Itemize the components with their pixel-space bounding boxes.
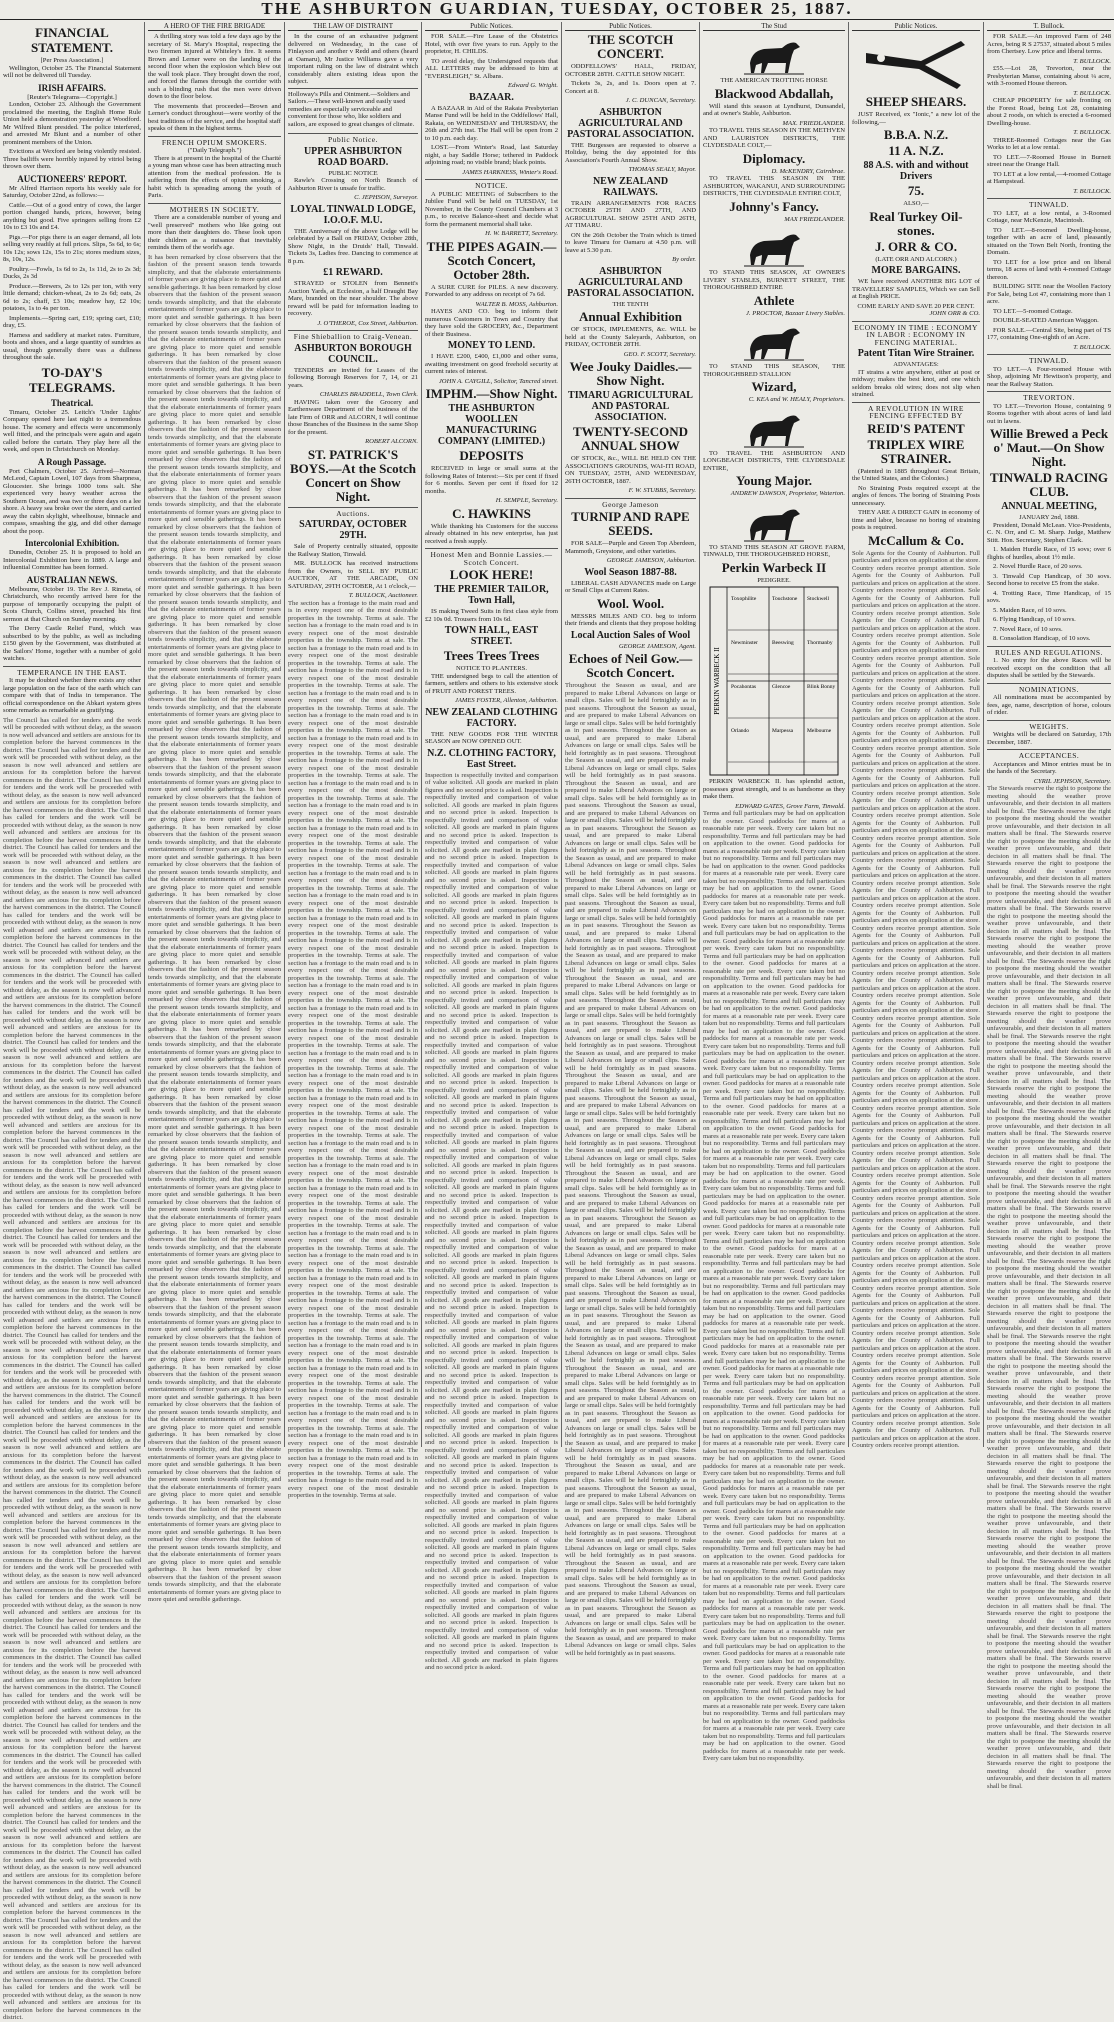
advert-headline: Diplomacy.	[742, 150, 806, 166]
article-headline: AUCTIONEERS' REPORT.	[17, 173, 127, 184]
advert-subhead: NEW ZEALAND CLOTHING FACTORY.	[425, 706, 558, 729]
advert-subhead: MORE BARGAINS.	[871, 265, 961, 276]
signature-line: EDWARD GATES, Grove Farm, Tinwald.	[735, 802, 845, 810]
article-paragraph: 5. Maiden Race, of 10 sovs.	[993, 606, 1067, 614]
centered-line: NOTICE TO PLANTERS.	[455, 665, 527, 672]
signature-line: GEORGE JAMESON, Ashburton.	[606, 557, 696, 564]
signature-line: WALTER B. MOSS, Ashburton.	[475, 300, 558, 308]
article-paragraph: A SURE CURE for PILES. A new discovery. Forwarded to any address on receipt of 7s 6d.	[425, 283, 558, 298]
article-paragraph: TO STAND THIS SEASON, THE THOROUGHBRED STALLION	[703, 363, 845, 378]
column-header: Public Notices.	[425, 22, 558, 31]
signature-line: D. McKENDRY, Cairnbrae.	[771, 167, 845, 175]
advert-headline: 75.	[907, 183, 925, 198]
advert-headline: J. ORR & CO.	[875, 238, 957, 254]
centered-line: COME EARLY AND SAVE 20 PER CENT.	[857, 302, 975, 310]
centered-line: ADVANTAGES:	[893, 361, 939, 368]
advert-headline: Willie Brewed a Peck o' Maut.—On Show Night.	[989, 426, 1109, 469]
column-header: Public Notices.	[852, 22, 980, 31]
signature-line: JOHN A. CAYGILL, Solicitor, Tancred street.	[438, 377, 558, 385]
article-paragraph: Poultry.—Fowls, 1s 6d to 2s, 1s 11d, 2s to 2s 3d; Ducks, 2s 3d	[3, 265, 141, 280]
article-paragraph: Sale of Property centrally situated, opposite the Railway Station, Tinwald.	[288, 543, 418, 558]
pedigree-entry: Thormanby	[807, 640, 833, 646]
article-paragraph: No Straining Posts required except at the angles of fences. The boring of Straining Posts unnecessary.	[852, 484, 980, 507]
pedigree-entry: Melbourne	[807, 728, 832, 734]
advert-headline: 11 A. N.Z.	[888, 143, 944, 158]
column-6	[700, 22, 849, 1762]
article-paragraph: Harness and saddlery at market rates. Furniture, boots and shoes, and a large quantity of sundries as usual, though generally there was a dullness throughout the sale.	[3, 331, 141, 361]
pedigree-entry: Marpessa	[772, 728, 794, 734]
article-paragraph: TO LET.—A Four-roomed House with Shop, adjoining Mr Hewitson's property, and near the Railway Station.	[987, 365, 1111, 388]
section-subhead: ECONOMY IN TIME : ECONOMY IN LABOR : ECONOMY IN FENCING MATERIAL.	[852, 321, 980, 347]
section-subhead: George Jameson	[565, 498, 696, 509]
column-2	[145, 22, 285, 1603]
centered-line: (LATE ORR AND ALCORN.)	[875, 255, 957, 263]
article-paragraph: IS making Tweed Suits in first class style from £2 10s 0d. Trousers from 10s 6d.	[425, 608, 558, 623]
advert-subhead: THE PREMIER TAILOR, Town Hall,	[434, 584, 549, 606]
advert-headline: TRIPLEX WIRE STRAINER.	[867, 436, 965, 466]
section-subhead: NOMINATIONS.	[987, 683, 1111, 694]
article-paragraph: Evictions at Wexford are being violently resisted. Three bailiffs were horribly injured by vitriol being thrown over them.	[3, 148, 141, 170]
article-paragraph: MR. BULLOCK has received instructions from the Owners, to SELL BY PUBLIC AUCTION, AT THE ARCADE, ON SATURDAY, 29TH OCTOBER, At 1 o'clock,—	[288, 560, 418, 590]
advert-subhead: ANNUAL MEETING,	[1001, 501, 1097, 512]
article-paragraph: 1. No entry for the above Races will be received except on the condition that all disputes shall be settled by the Stewards.	[987, 657, 1111, 679]
advert-subhead: LOYAL TINWALD LODGE, I.O.O.F. M.U.	[290, 203, 416, 226]
article-paragraph: THE NEW GOODS FOR THE WINTER SEASON are NOW OPENED OUT.	[425, 730, 558, 745]
signature-line: By order.	[672, 256, 696, 263]
advert-subhead: MONEY TO LEND.	[447, 340, 536, 351]
advert-headline: IMPHM.—Show Night.	[425, 386, 558, 401]
advert-headline: TWENTY-SECOND ANNUAL SHOW	[572, 424, 689, 453]
article-paragraph: In the course of an exhaustive judgment delivered on Wednesday, in the case of Finlayson and another v Redd and others (heard at Oamaru), Mr Justice Williams gave a very important ruling on the law of distraint which considerably alters existing ideas upon the subject.	[288, 33, 418, 85]
signature-line: MAX. FRIEDLANDER.	[782, 119, 845, 127]
article-headline: Intercolonial Exhibition.	[24, 538, 120, 548]
signature-line: J. C. DUNCAN, Secretary.	[625, 97, 696, 104]
article-paragraph: THREE-Roomed Cottages near the Gas Works to let at a low rental.	[987, 136, 1111, 151]
article-paragraph: TO LET for a low price and on liberal terms, 18 acres of land with 4-roomed Cottage thereon.	[987, 258, 1111, 281]
section-subhead: TINWALD.	[987, 354, 1111, 365]
article-paragraph: While thanking his Customers for the success already obtained in his new enterprise, has just received a fresh supply.	[425, 522, 558, 545]
advert-headline: Real Turkey Oil-stones.	[869, 208, 963, 238]
advert-headline: REID'S PATENT	[867, 420, 965, 436]
article-paragraph: TO TRAVEL THIS SEASON IN THE ASHBURTON, WAKANUI, AND SURROUNDING DISTRICTS, THE CLYDESDALE ENTIRE COLT,	[703, 175, 845, 197]
article-paragraph: TO TRAVEL THE ASHBURTON AND LONGBEACH DISTRICTS, THE CLYDESDALE ENTIRE,	[703, 449, 845, 472]
section-subhead: TINWALD.	[987, 198, 1111, 209]
article-paragraph: TO LET.—5-roomed Cottage.	[993, 307, 1073, 315]
article-paragraph: PERKIN WARBECK II. has splendid action, possesses great strength, and is as handsome as they make them.	[703, 778, 845, 800]
section-subhead: MOTHERS IN SOCIETY.	[148, 203, 281, 214]
article-paragraph: THE Anniversary of the above Lodge will be celebrated by a Ball on FRIDAY, October 28th, Show Night, in the Druids' Hall, Tinwald. Tickets 3s, Ladies free. Dancing to commence at 8 p.m.	[288, 227, 418, 265]
article-paragraph: 8. Consolation Handicap, of 10 sovs.	[993, 635, 1091, 642]
section-subhead: RULES AND REGULATIONS.	[987, 646, 1111, 657]
article-paragraph: TO LET.—Trevorton House, containing 9 Rooms together with about acres of land laid out in lawns.	[987, 402, 1111, 425]
column-3	[285, 22, 422, 1499]
article-paragraph: 4. Trotting Race, Time Handicap, of 15 sovs.	[987, 589, 1111, 604]
centered-line: THE AMERICAN TROTTING HORSE	[720, 77, 828, 84]
article-paragraph: London, October 23. Although the Government proclaimed the meeting, the English Home Rule Union held a demonstration yesterday at Woodford. Mr Wilfred Blunt presided. The police interfered, and arrested Mr Blunt and a number of other prominent members of the Union.	[3, 101, 141, 146]
signature-line: MAX FRIEDLANDER.	[784, 215, 845, 223]
article-paragraph: There is at present in the hospital of the Charité a young man whose case has been attracting much attention from the medical profession. He is suffering from the effects of opium smoking, a habit which is spreading among the youth of Paris.	[148, 154, 281, 199]
article-paragraph: TO LET.—7-Roomed House in Burnett street near the Orange Hall.	[987, 153, 1111, 168]
advert-subhead: SATURDAY, OCTOBER 29TH.	[299, 519, 407, 541]
column-1	[0, 22, 145, 2021]
advert-subhead: Local Auction Sales of Wool	[570, 629, 691, 641]
article-paragraph: Implements.—Spring cart, £19; spring cart, £10; dray, £5.	[3, 314, 141, 329]
article-paragraph: (Patented in 1885 throughout Great Britain, the United States, and the Colonies.)	[852, 467, 980, 482]
advert-headline: TURNIP AND RAPE SEEDS.	[571, 509, 690, 538]
column-5	[562, 22, 700, 1657]
advert-headline: THE SCOTCH CONCERT.	[587, 32, 674, 61]
article-paragraph: Weights will be declared on Saturday, 17th December, 1887.	[987, 731, 1111, 746]
signature-line: T. BULLOCK.	[1073, 57, 1111, 65]
article-paragraph: HAVING taken over the Grocery and Earthenware Department of the business of the late Firm of ORR and ALCORN, I will continue those Branches of the Business in the same Shop for the present.	[288, 398, 418, 436]
advert-headline: Athlete	[753, 292, 795, 308]
article-paragraph: TENDERS are invited for Leases of the following Borough Reserves for 7, 14, or 21 years.	[288, 366, 418, 389]
advert-headline: SHEEP SHEARS.	[865, 94, 967, 109]
centered-line: [Reuter's Telegrams—Copyright.]	[27, 93, 117, 101]
section-subhead: TEMPERANCE IN THE EAST.	[3, 666, 141, 677]
advert-headline: Annual Exhibition	[579, 309, 682, 324]
advert-subhead: N.Z. CLOTHING FACTORY, East Street.	[427, 747, 556, 770]
signature-line: JAMES FOSTER, Allenton, Ashburton.	[454, 697, 558, 704]
horse-illustration-icon	[703, 33, 845, 75]
shears-illustration-icon	[852, 33, 980, 93]
signature-line: Edward G. Wright.	[508, 82, 558, 89]
article-paragraph: TO STAND THIS SEASON AT GROVE FARM, TINWALD, THE THOROUGHBRED HORSE,	[703, 543, 845, 558]
article-paragraph: 7. Novel Race, of 10 sovs.	[993, 625, 1063, 633]
article-paragraph: Cattle.—Out of a good entry of cows, the larger portion changed hands, prices, however, being anything but good. Five springers selling from £2 10s to £3 10s and £4.	[3, 201, 141, 231]
section-subhead: FRENCH OPIUM SMOKERS.	[148, 136, 281, 147]
article-paragraph: I HAVE £200, £400, £1,000 and other sums, awaiting investment on good freehold security at current rates of interest.	[425, 353, 558, 375]
signature-line: ANDREW DAWSON, Proprietor, Waterton.	[730, 490, 845, 497]
column-4	[422, 22, 562, 1671]
column-filler-text: Inspection is respectfully invited and comparison of value solicited. All goods are marked in plain figures and no second price is asked. Inspection is respectfully invited and comparison of value solicited. All goods are marked in plain figures and no second price is asked. Inspection is respectfully invited and comparison of value solicited. All goods are marked in plain figures and no second price is asked. Inspection is respectfully invited and comparison of value solicited. All goods are marked in plain figures and no second price is asked. Inspection is respectfully invited and comparison of value solicited. All goods are marked in plain figures and no second price is asked. Inspection is respectfully invited and comparison of value solicited. All goods are marked in plain figures and no second price is asked. Inspection is respectfully invited and comparison of value solicited. All goods are marked in plain figures and no second price is asked. Inspection is respectfully invited and comparison of value solicited. All goods are marked in plain figures and no second price is asked. Inspection is respectfully invited and comparison of value solicited. All goods are marked in plain figures and no second price is asked. Inspection is respectfully invited and comparison of value solicited. All goods are marked in plain figures and no second price is asked. Inspection is respectfully invited and comparison of value solicited. All goods are marked in plain figures and no second price is asked. Inspection is respectfully invited and comparison of value solicited. All goods are marked in plain figures and no second price is asked. Inspection is respectfully invited and comparison of value solicited. All goods are marked in plain figures and no second price is asked. Inspection is respectfully invited and comparison of value solicited. All goods are marked in plain figures and no second price is asked. Inspection is respectfully invited and comparison of value solicited. All goods are marked in plain figures and no second price is asked. Inspection is respectfully invited and comparison of value solicited. All goods are marked in plain figures and no second price is asked. Inspection is respectfully invited and comparison of value solicited. All goods are marked in plain figures and no second price is asked. Inspection is respectfully invited and comparison of value solicited. All goods are marked in plain figures and no second price is asked. Inspection is respectfully invited and comparison of value solicited. All goods are marked in plain figures and no second price is asked. Inspection is respectfully invited and comparison of value solicited. All goods are marked in plain figures and no second price is asked. Inspection is respectfully invited and comparison of value solicited. All goods are marked in plain figures and no second price is asked. Inspection is respectfully invited and comparison of value solicited. All goods are marked in plain figures and no second price is asked. Inspection is respectfully invited and comparison of value solicited. All goods are marked in plain figures and no second price is asked. Inspection is respectfully invited and comparison of value solicited. All goods are marked in plain figures and no second price is asked. Inspection is respectfully invited and comparison of value solicited. All goods are marked in plain figures and no second price is asked. Inspection is respectfully invited and comparison of value solicited. All goods are marked in plain figures and no second price is asked. Inspection is respectfully invited and comparison of value solicited. All goods are marked in plain figures and no second price is asked. Inspection is respectfully invited and comparison of value solicited. All goods are marked in plain figures and no second price is asked. Inspection is respectfully invited and comparison of value solicited. All goods are marked in plain figures and no second price is asked. Inspection is respectfully invited and comparison of value solicited. All goods are marked in plain figures and no second price is asked. Inspection is respectfully invited and comparison of value solicited. All goods are marked in plain figures and no second price is asked. Inspection is respectfully invited and comparison of value solicited. All goods are marked in plain figures and no second price is asked. Inspection is respectfully invited and comparison of value solicited. All goods are marked in plain figures and no second price is asked. Inspection is respectfully invited and comparison of value solicited. All goods are marked in plain figures and no second price is asked. Inspection is respectfully invited and comparison of value solicited. All goods are marked in plain figures and no second price is asked. Inspection is respectfully invited and comparison of value solicited. All goods are marked in plain figures and no second price is asked. Inspection is respectfully invited and comparison of value solicited. All goods are marked in plain figures and no second price is asked. Inspection is respectfully invited and comparison of value solicited. All goods are marked in plain figures and no second price is asked. Inspection is respectfully invited and comparison of value solicited. All goods are marked in plain figures and no second price is asked. Inspection is respectfully invited and comparison of value solicited. All goods are marked in plain figures and no second price is asked.	[425, 771, 558, 1671]
advert-headline: McCallum & Co.	[868, 532, 964, 548]
article-paragraph: TO avoid delay, the Undersigned requests that ALL LETTERS may be addressed to him at "EVERSLEIGH," St. Albans.	[425, 57, 558, 80]
article-paragraph: A PUBLIC MEETING of Subscribers to the Jubilee Fund will be held on TUESDAY, 1st November, in the County Council Chambers at 3 p.m., to receive Balance-sheet and decide what form the permanent memorial shall take.	[425, 190, 558, 228]
article-paragraph: STRAYED or STOLEN from Bennett's Auction Yards, at Ecclesion, a half Draught Bay Mare, branded on the near shoulder. The above reward will be paid for information leading to recovery.	[288, 280, 418, 317]
article-paragraph: Wellington, October 25. The Financial Statement will not be delivered till Tuesday.	[3, 64, 141, 79]
section-subhead: TREVORTON.	[987, 391, 1111, 402]
horse-illustration-icon	[703, 225, 845, 267]
signature-line: T. BULLOCK, Auctioneer.	[348, 592, 418, 599]
advert-headline: THE PIPES AGAIN.—Scotch Concert, October 28th.	[426, 238, 557, 282]
article-paragraph: All nominations must be accompanied by fees, age, name, description of horse, colours of rider.	[987, 694, 1111, 716]
article-paragraph: CHEAP PROPERTY for sale fronting on the Forest Road, being Lot 28, containing about 2 roods, on which is erected a 6-roomed Dwelling-house.	[987, 97, 1111, 127]
article-paragraph: Tickets 3s, 2s, and 1s. Doors open at 7. Concert at 8.	[565, 80, 696, 95]
signature-line: T. BULLOCK.	[1073, 343, 1111, 351]
article-paragraph: TO LET.—8-roomed Dwelling-house, together with an acre of land, pleasantly situated on the Town Belt North, fronting the Domain.	[987, 226, 1111, 256]
centered-line: ALSO,—	[903, 200, 929, 207]
article-paragraph: 2. Novel Hurdle Race, of 20 sovs.	[993, 563, 1083, 570]
article-paragraph: TO LET at a low rental,—4-roomed Cottage at Hampstead.	[987, 170, 1111, 185]
signature-line: T. BULLOCK.	[1073, 89, 1111, 97]
article-paragraph: The Derry Castle Relief Fund, which was subscribed to by the public, as well as including £150 given by the Government, was distributed at the Sailors' Home, together with a number of gold watches.	[3, 625, 141, 662]
advert-subhead: Patent Titan Wire Strainer.	[857, 348, 975, 359]
advert-headline: Trees Trees Trees	[443, 648, 540, 663]
advert-subhead: ASHBURTON BOROUGH COUNCIL.	[294, 342, 412, 365]
column-filler-text: The Council has called for tenders and the work will be proceeded with without delay, as the season is now well advanced and settlers are anxious for its completion before the harvest commences in the district. The Council has called for tenders and the work will be proceeded with without delay, as the season is now well advanced and settlers are anxious for its completion before the harvest commences in the district. The Council has called for tenders and the work will be proceeded with without delay, as the season is now well advanced and settlers are anxious for its completion before the harvest commences in the district. The Council has called for tenders and the work will be proceeded with without delay, as the season is now well advanced and settlers are anxious for its completion before the harvest commences in the district. The Council has called for tenders and the work will be proceeded with without delay, as the season is now well advanced and settlers are anxious for its completion before the harvest commences in the district. The Council has called for tenders and the work will be proceeded with without delay, as the season is now well advanced and settlers are anxious for its completion before the harvest commences in the district. The Council has called for tenders and the work will be proceeded with without delay, as the season is now well advanced and settlers are anxious for its completion before the harvest commences in the district. The Council has called for tenders and the work will be proceeded with without delay, as the season is now well advanced and settlers are anxious for its completion before the harvest commences in the district. The Council has called for tenders and the work will be proceeded with without delay, as the season is now well advanced and settlers are anxious for its completion before the harvest commences in the district. The Council has called for tenders and the work will be proceeded with without delay, as the season is now well advanced and settlers are anxious for its completion before the harvest commences in the district. The Council has called for tenders and the work will be proceeded with without delay, as the season is now well advanced and settlers are anxious for its completion before the harvest commences in the district. The Council has called for tenders and the work will be proceeded with without delay, as the season is now well advanced and settlers are anxious for its completion before the harvest commences in the district. The Council has called for tenders and the work will be proceeded with without delay, as the season is now well advanced and settlers are anxious for its completion before the harvest commences in the district. The Council has called for tenders and the work will be proceeded with without delay, as the season is now well advanced and settlers are anxious for its completion before the harvest commences in the district. The Council has called for tenders and the work will be proceeded with without delay, as the season is now well advanced and settlers are anxious for its completion before the harvest commences in the district. The Council has called for tenders and the work will be proceeded with without delay, as the season is now well advanced and settlers are anxious for its completion before the harvest commences in the district. The Council has called for tenders and the work will be proceeded with without delay, as the season is now well advanced and settlers are anxious for its completion before the harvest commences in the district. The Council has called for tenders and the work will be proceeded with without delay, as the season is now well advanced and settlers are anxious for its completion before the harvest commences in the district. The Council has called for tenders and the work will be proceeded with without delay, as the season is now well advanced and settlers are anxious for its completion before the harvest commences in the district. The Council has called for tenders and the work will be proceeded with without delay, as the season is now well advanced and settlers are anxious for its completion before the harvest commences in the district. The Council has called for tenders and the work will be proceeded with without delay, as the season is now well advanced and settlers are anxious for its completion before the harvest commences in the district. The Council has called for tenders and the work will be proceeded with without delay, as the season is now well advanced and settlers are anxious for its completion before the harvest commences in the district. The Council has called for tenders and the work will be proceeded with without delay, as the season is now well advanced and settlers are anxious for its completion before the harvest commences in the district. The Council has called for tenders and the work will be proceeded with without delay, as the season is now well advanced and settlers are anxious for its completion before the harvest commences in the district. The Council has called for tenders and the work will be proceeded with without delay, as the season is now well advanced and settlers are anxious for its completion before the harvest commences in the district. The Council has called for tenders and the work will be proceeded with without delay, as the season is now well advanced and settlers are anxious for its completion before the harvest commences in the district. The Council has called for tenders and the work will be proceeded with without delay, as the season is now well advanced and settlers are anxious for its completion before the harvest commences in the district. The Council has called for tenders and the work will be proceeded with without delay, as the season is now well advanced and settlers are anxious for its completion before the harvest commences in the district. The Council has called for tenders and the work will be proceeded with without delay, as the season is now well advanced and settlers are anxious for its completion before the harvest commences in the district. The Council has called for tenders and the work will be proceeded with without delay, as the season is now well advanced and settlers are anxious for its completion before the harvest commences in the district. The Council has called for tenders and the work will be proceeded with without delay, as the season is now well advanced and settlers are anxious for its completion before the harvest commences in the district. The Council has called for tenders and the work will be proceeded with without delay, as the season is now well advanced and settlers are anxious for its completion before the harvest commences in the district. The Council has called for tenders and the work will be proceeded with without delay, as the season is now well advanced and settlers are anxious for its completion before the harvest commences in the district. The Council has called for tenders and the work will be proceeded with without delay, as the season is now well advanced and settlers are anxious for its completion before the harvest commences in the district. The Council has called for tenders and the work will be proceeded with without delay, as the season is now well advanced and settlers are anxious for its completion before the harvest commences in the district. The Council has called for tenders and the work will be proceeded with without delay, as the season is now well advanced and settlers are anxious for its completion before the harvest commences in the district. The Council has called for tenders and the work will be proceeded with without delay, as the season is now well advanced and settlers are anxious for its completion before the harvest commences in the district. The Council has called for tenders and the work will be proceeded with without delay, as the season is now well advanced and settlers are anxious for its completion before the harvest commences in the district. The Council has called for tenders and the work will be proceeded with without delay, as the season is now well advanced and settlers are anxious for its completion before the harvest commences in the district. The Council has called for tenders and the work will be proceeded with without delay, as the season is now well advanced and settlers are anxious for its completion before the harvest commences in the district.	[3, 716, 141, 2021]
pedigree-title: PERKIN WARBECK II	[713, 647, 721, 715]
advert-headline: DEPOSITS	[459, 448, 524, 463]
advert-subhead: ASHBURTON AGRICULTURAL AND PASTORAL ASSOCIATION.	[567, 265, 694, 299]
column-header: A HERO OF THE FIRE BRIGADE	[148, 22, 281, 31]
article-paragraph: ODDFELLOWS' HALL, FRIDAY, OCTOBER 28TH. CATTLE SHOW NIGHT.	[565, 63, 696, 78]
article-paragraph: There are a considerable number of young and "well preserved" mothers who like going out more than their daughters do. These look upon their children as a nuisance that inevitably reminds them of the world's age.	[148, 214, 281, 251]
section-subhead: Public Notice.	[288, 133, 418, 144]
signature-line: H. SEMPLE, Secretary.	[495, 497, 558, 504]
signature-line: JAMES HARKNESS, Winter's Road.	[462, 168, 558, 176]
article-paragraph: THE Burgesses are requested to observe a Holiday, being the day appointed for this Association's Fourth Annual Show.	[565, 141, 696, 164]
signature-line: JOHN ORR & CO.	[929, 310, 980, 317]
article-paragraph: FOR SALE.—An improved Farm of 248 Acres, being R S 27537, situated about 5 miles from Chertsey. Low price and liberal terms.	[987, 33, 1111, 55]
advert-headline: Echoes of Neil Gow.—Scotch Concert.	[568, 651, 693, 680]
pedigree-entry: Beeswing	[772, 640, 794, 646]
pedigree-entry: Toxophilite	[731, 596, 757, 602]
advert-headline: ST. PATRICK'S BOYS.—At the Scotch Concert on Show Night.	[289, 446, 417, 504]
article-paragraph: LOST.—From Winter's Road, last Saturday night, a bay Saddle Horse; tethered in Paddock adjoining road; no visible brand; black points.	[425, 144, 558, 166]
article-paragraph: TO TRAVEL THIS SEASON IN THE METHVEN AND LAURISTON DISTRICTS, THE CLYDESDALE COLT,—	[703, 127, 845, 149]
pedigree-entry: Glencoe	[772, 684, 791, 690]
signature-line: T. BULLOCK.	[1073, 129, 1111, 136]
signature-line: THOMAS SEALY, Mayor.	[628, 166, 696, 173]
article-paragraph: President, Donald McLean. Vice-Presidents, C. N. Orr, and C. M. Sharp. Judge, Matthew Stitt. Hon. Secretary, Stephen Clark.	[987, 521, 1111, 544]
signature-line: J. O'THEROE, Cox Street, Ashburton.	[317, 319, 418, 327]
article-paragraph: The movements that proceeded—Brown and Lerner's conduct throughout—were worthy of the best traditions of the service, and the hospital staff speaks of them in the highest terms.	[148, 102, 281, 132]
signature-line: T. BULLOCK.	[1073, 187, 1111, 195]
article-paragraph: BUILDING SITE near the Woollen Factory For Sale, being Lot 47, containing more than 1 acre.	[987, 283, 1111, 305]
advert-subhead: BAZAAR.	[469, 91, 514, 103]
advert-text: Holloway's Pills and Ointment.—Soldiers and Sailors.—These well-known and easily used remedies are especially serviceable and convenient for those who, like soldiers and sailors, are exposed to great changes of climate.	[288, 88, 418, 131]
section-subhead: WEIGHTS.	[987, 720, 1111, 731]
columns-container	[0, 22, 1114, 2021]
advert-headline: Young Major.	[735, 473, 813, 488]
signature-line: F. W. STUBBS, Secretary.	[628, 487, 696, 494]
signature-line: GEO. F. SCOTT, Secretary.	[623, 350, 696, 358]
column-filler-text: Throughout the Season as usual, and are prepared to make Liberal Advances on large or small clips. Sales will be held fortnightly as in past seasons. Throughout the Season as usual, and are prepared to make Liberal Advances on large or small clips. Sales will be held fortnightly as in past seasons. Throughout the Season as usual, and are prepared to make Liberal Advances on large or small clips. Sales will be held fortnightly as in past seasons. Throughout the Season as usual, and are prepared to make Liberal Advances on large or small clips. Sales will be held fortnightly as in past seasons. Throughout the Season as usual, and are prepared to make Liberal Advances on large or small clips. Sales will be held fortnightly as in past seasons. Throughout the Season as usual, and are prepared to make Liberal Advances on large or small clips. Sales will be held fortnightly as in past seasons. Throughout the Season as usual, and are prepared to make Liberal Advances on large or small clips. Sales will be held fortnightly as in past seasons. Throughout the Season as usual, and are prepared to make Liberal Advances on large or small clips. Sales will be held fortnightly as in past seasons. Throughout the Season as usual, and are prepared to make Liberal Advances on large or small clips. Sales will be held fortnightly as in past seasons. Throughout the Season as usual, and are prepared to make Liberal Advances on large or small clips. Sales will be held fortnightly as in past seasons. Throughout the Season as usual, and are prepared to make Liberal Advances on large or small clips. Sales will be held fortnightly as in past seasons. Throughout the Season as usual, and are prepared to make Liberal Advances on large or small clips. Sales will be held fortnightly as in past seasons. Throughout the Season as usual, and are prepared to make Liberal Advances on large or small clips. Sales will be held fortnightly as in past seasons. Throughout the Season as usual, and are prepared to make Liberal Advances on large or small clips. Sales will be held fortnightly as in past seasons. Throughout the Season as usual, and are prepared to make Liberal Advances on large or small clips. Sales will be held fortnightly as in past seasons. Throughout the Season as usual, and are prepared to make Liberal Advances on large or small clips. Sales will be held fortnightly as in past seasons. Throughout the Season as usual, and are prepared to make Liberal Advances on large or small clips. Sales will be held fortnightly as in past seasons. Throughout the Season as usual, and are prepared to make Liberal Advances on large or small clips. Sales will be held fortnightly as in past seasons. Throughout the Season as usual, and are prepared to make Liberal Advances on large or small clips. Sales will be held fortnightly as in past seasons. Throughout the Season as usual, and are prepared to make Liberal Advances on large or small clips. Sales will be held fortnightly as in past seasons. Throughout the Season as usual, and are prepared to make Liberal Advances on large or small clips. Sales will be held fortnightly as in past seasons. Throughout the Season as usual, and are prepared to make Liberal Advances on large or small clips. Sales will be held fortnightly as in past seasons. Throughout the Season as usual, and are prepared to make Liberal Advances on large or small clips. Sales will be held fortnightly as in past seasons. Throughout the Season as usual, and are prepared to make Liberal Advances on large or small clips. Sales will be held fortnightly as in past seasons. Throughout the Season as usual, and are prepared to make Liberal Advances on large or small clips. Sales will be held fortnightly as in past seasons. Throughout the Season as usual, and are prepared to make Liberal Advances on large or small clips. Sales will be held fortnightly as in past seasons. Throughout the Season as usual, and are prepared to make Liberal Advances on large or small clips. Sales will be held fortnightly as in past seasons. Throughout the Season as usual, and are prepared to make Liberal Advances on large or small clips. Sales will be held fortnightly as in past seasons. Throughout the Season as usual, and are prepared to make Liberal Advances on large or small clips. Sales will be held fortnightly as in past seasons. Throughout the Season as usual, and are prepared to make Liberal Advances on large or small clips. Sales will be held fortnightly as in past seasons. Throughout the Season as usual, and are prepared to make Liberal Advances on large or small clips. Sales will be held fortnightly as in past seasons. Throughout the Season as usual, and are prepared to make Liberal Advances on large or small clips. Sales will be held fortnightly as in past seasons. Throughout the Season as usual, and are prepared to make Liberal Advances on large or small clips. Sales will be held fortnightly as in past seasons. Throughout the Season as usual, and are prepared to make Liberal Advances on large or small clips. Sales will be held fortnightly as in past seasons. Throughout the Season as usual, and are prepared to make Liberal Advances on large or small clips. Sales will be held fortnightly as in past seasons. Throughout the Season as usual, and are prepared to make Liberal Advances on large or small clips. Sales will be held fortnightly as in past seasons. Throughout the Season as usual, and are prepared to make Liberal Advances on large or small clips. Sales will be held fortnightly as in past seasons. Throughout the Season as usual, and are prepared to make Liberal Advances on large or small clips. Sales will be held fortnightly as in past seasons. Throughout the Season as usual, and are prepared to make Liberal Advances on large or small clips. Sales will be held fortnightly as in past seasons. Throughout the Season as usual, and are prepared to make Liberal Advances on large or small clips. Sales will be held fortnightly as in past seasons.	[565, 682, 696, 1657]
advert-subhead: 88 A.S. with and without Drivers	[863, 160, 969, 182]
section-subhead: ACCEPTANCES.	[987, 749, 1111, 760]
pedigree-entry: Orlando	[731, 728, 750, 734]
signature-line: H. W. BARRETT, Secretary.	[485, 230, 558, 237]
column-filler-text: The section has a frontage to the main road and is in every respect one of the most desirable properties in the township. Terms at sale. The section has a frontage to the main road and is in every respect one of the most desirable properties in the township. Terms at sale. The section has a frontage to the main road and is in every respect one of the most desirable properties in the township. Terms at sale. The section has a frontage to the main road and is in every respect one of the most desirable properties in the township. Terms at sale. The section has a frontage to the main road and is in every respect one of the most desirable properties in the township. Terms at sale. The section has a frontage to the main road and is in every respect one of the most desirable properties in the township. Terms at sale. The section has a frontage to the main road and is in every respect one of the most desirable properties in the township. Terms at sale. The section has a frontage to the main road and is in every respect one of the most desirable properties in the township. Terms at sale. The section has a frontage to the main road and is in every respect one of the most desirable properties in the township. Terms at sale. The section has a frontage to the main road and is in every respect one of the most desirable properties in the township. Terms at sale. The section has a frontage to the main road and is in every respect one of the most desirable properties in the township. Terms at sale. The section has a frontage to the main road and is in every respect one of the most desirable properties in the township. Terms at sale. The section has a frontage to the main road and is in every respect one of the most desirable properties in the township. Terms at sale. The section has a frontage to the main road and is in every respect one of the most desirable properties in the township. Terms at sale. The section has a frontage to the main road and is in every respect one of the most desirable properties in the township. Terms at sale. The section has a frontage to the main road and is in every respect one of the most desirable properties in the township. Terms at sale. The section has a frontage to the main road and is in every respect one of the most desirable properties in the township. Terms at sale. The section has a frontage to the main road and is in every respect one of the most desirable properties in the township. Terms at sale. The section has a frontage to the main road and is in every respect one of the most desirable properties in the township. Terms at sale. The section has a frontage to the main road and is in every respect one of the most desirable properties in the township. Terms at sale. The section has a frontage to the main road and is in every respect one of the most desirable properties in the township. Terms at sale. The section has a frontage to the main road and is in every respect one of the most desirable properties in the township. Terms at sale. The section has a frontage to the main road and is in every respect one of the most desirable properties in the township. Terms at sale. The section has a frontage to the main road and is in every respect one of the most desirable properties in the township. Terms at sale. The section has a frontage to the main road and is in every respect one of the most desirable properties in the township. Terms at sale. The section has a frontage to the main road and is in every respect one of the most desirable properties in the township. Terms at sale. The section has a frontage to the main road and is in every respect one of the most desirable properties in the township. Terms at sale. The section has a frontage to the main road and is in every respect one of the most desirable properties in the township. Terms at sale. The section has a frontage to the main road and is in every respect one of the most desirable properties in the township. Terms at sale. The section has a frontage to the main road and is in every respect one of the most desirable properties in the township. Terms at sale. The section has a frontage to the main road and is in every respect one of the most desirable properties in the township. Terms at sale. The section has a frontage to the main road and is in every respect one of the most desirable properties in the township. Terms at sale. The section has a frontage to the main road and is in every respect one of the most desirable properties in the township. Terms at sale. The section has a frontage to the main road and is in every respect one of the most desirable properties in the township. Terms at sale. The section has a frontage to the main road and is in every respect one of the most desirable properties in the township. Terms at sale. The section has a frontage to the main road and is in every respect one of the most desirable properties in the township. Terms at sale. The section has a frontage to the main road and is in every respect one of the most desirable properties in the township. Terms at sale. The section has a frontage to the main road and is in every respect one of the most desirable properties in the township. Terms at sale. The section has a frontage to the main road and is in every respect one of the most desirable properties in the township. Terms at sale. The section has a frontage to the main road and is in every respect one of the most desirable properties in the township. Terms at sale.	[288, 599, 418, 1499]
section-subhead: Honest Men and Bonnie Lassies.—Scotch Concert.	[425, 548, 558, 566]
article-paragraph: Melbourne, October 19. The Rev J. Rimeta, of Christchurch, who recently arrived here for the purpose of temporarily occupying the pulpit of Scots Church, Collins street, preached his first sermon at that Church on Sunday morning.	[3, 585, 141, 623]
centered-line: JANUARY 2nd, 1888.	[1019, 514, 1079, 521]
article-paragraph: Produce.—Brewers, 2s to 12s per ton, with very little demand; chicken-wheat, 2s to 2s 6d; oats, 2s 6d to 2s; chaff, £3 10s; meadow hay, £2 10s; potatoes, 1s to 4s per ton.	[3, 282, 141, 312]
masthead-title: THE ASHBURTON GUARDIAN, TUESDAY, OCTOBER 25, 1887.	[261, 0, 853, 18]
advert-headline: Wizard,	[751, 379, 797, 394]
signature-line: CHARLES BRADDELL, Town Clerk.	[319, 391, 418, 398]
article-headline: A Rough Passage.	[37, 456, 107, 467]
article-paragraph: It may be doubted whether there exists any other large population on the face of the earth which can compare with that of India in temperance. The official correspondence on the Abkari system gives some remarks as remarkable as gratifying.	[3, 677, 141, 714]
advert-subhead: Wool Season 1887-88.	[584, 566, 677, 578]
advert-headline: Johnny's Fancy.	[729, 198, 819, 214]
article-paragraph: Mr Alfred Harrison reports his weekly sale for Saturday, October 22nd, as follows:—	[3, 184, 141, 199]
advert-subhead: NEW ZEALAND RAILWAYS.	[592, 175, 669, 198]
section-subhead: A REVOLUTION IN WIRE FENCING EFFECTED BY	[852, 402, 980, 420]
advert-headline: Blackwood Abdallah,	[714, 85, 834, 101]
column-filler-text: Terms and full particulars may be had on application to the owner. Good paddocks for mares at a reasonable rate per week. Every care taken but no responsibility. Terms and full particulars may be had on application to the owner. Good paddocks for mares at a reasonable rate per week. Every care taken but no responsibility. Terms and full particulars may be had on application to the owner. Good paddocks for mares at a reasonable rate per week. Every care taken but no responsibility. Terms and full particulars may be had on application to the owner. Good paddocks for mares at a reasonable rate per week. Every care taken but no responsibility. Terms and full particulars may be had on application to the owner. Good paddocks for mares at a reasonable rate per week. Every care taken but no responsibility. Terms and full particulars may be had on application to the owner. Good paddocks for mares at a reasonable rate per week. Every care taken but no responsibility. Terms and full particulars may be had on application to the owner. Good paddocks for mares at a reasonable rate per week. Every care taken but no responsibility. Terms and full particulars may be had on application to the owner. Good paddocks for mares at a reasonable rate per week. Every care taken but no responsibility. Terms and full particulars may be had on application to the owner. Good paddocks for mares at a reasonable rate per week. Every care taken but no responsibility. Terms and full particulars may be had on application to the owner. Good paddocks for mares at a reasonable rate per week. Every care taken but no responsibility. Terms and full particulars may be had on application to the owner. Good paddocks for mares at a reasonable rate per week. Every care taken but no responsibility. Terms and full particulars may be had on application to the owner. Good paddocks for mares at a reasonable rate per week. Every care taken but no responsibility. Terms and full particulars may be had on application to the owner. Good paddocks for mares at a reasonable rate per week. Every care taken but no responsibility. Terms and full particulars may be had on application to the owner. Good paddocks for mares at a reasonable rate per week. Every care taken but no responsibility. Terms and full particulars may be had on application to the owner. Good paddocks for mares at a reasonable rate per week. Every care taken but no responsibility. Terms and full particulars may be had on application to the owner. Good paddocks for mares at a reasonable rate per week. Every care taken but no responsibility. Terms and full particulars may be had on application to the owner. Good paddocks for mares at a reasonable rate per week. Every care taken but no responsibility. Terms and full particulars may be had on application to the owner. Good paddocks for mares at a reasonable rate per week. Every care taken but no responsibility. Terms and full particulars may be had on application to the owner. Good paddocks for mares at a reasonable rate per week. Every care taken but no responsibility. Terms and full particulars may be had on application to the owner. Good paddocks for mares at a reasonable rate per week. Every care taken but no responsibility. Terms and full particulars may be had on application to the owner. Good paddocks for mares at a reasonable rate per week. Every care taken but no responsibility. Terms and full particulars may be had on application to the owner. Good paddocks for mares at a reasonable rate per week. Every care taken but no responsibility. Terms and full particulars may be had on application to the owner. Good paddocks for mares at a reasonable rate per week. Every care taken but no responsibility. Terms and full particulars may be had on application to the owner. Good paddocks for mares at a reasonable rate per week. Every care taken but no responsibility. Terms and full particulars may be had on application to the owner. Good paddocks for mares at a reasonable rate per week. Every care taken but no responsibility. Terms and full particulars may be had on application to the owner. Good paddocks for mares at a reasonable rate per week. Every care taken but no responsibility. Terms and full particulars may be had on application to the owner. Good paddocks for mares at a reasonable rate per week. Every care taken but no responsibility. Terms and full particulars may be had on application to the owner. Good paddocks for mares at a reasonable rate per week. Every care taken but no responsibility. Terms and full particulars may be had on application to the owner. Good paddocks for mares at a reasonable rate per week. Every care taken but no responsibility. Terms and full particulars may be had on application to the owner. Good paddocks for mares at a reasonable rate per week. Every care taken but no responsibility. Terms and full particulars may be had on application to the owner. Good paddocks for mares at a reasonable rate per week. Every care taken but no responsibility. Terms and full particulars may be had on application to the owner. Good paddocks for mares at a reasonable rate per week. Every care taken but no responsibility. Terms and full particulars may be had on application to the owner. Good paddocks for mares at a reasonable rate per week. Every care taken but no responsibility. Terms and full particulars may be had on application to the owner. Good paddocks for mares at a reasonable rate per week. Every care taken but no responsibility. Terms and full particulars may be had on application to the owner. Good paddocks for mares at a reasonable rate per week. Every care taken but no responsibility. Terms and full particulars may be had on application to the owner. Good paddocks for mares at a reasonable rate per week. Every care taken but no responsibility. Terms and full particulars may be had on application to the owner. Good paddocks for mares at a reasonable rate per week. Every care taken but no responsibility. Terms and full particulars may be had on application to the owner. Good paddocks for mares at a reasonable rate per week. Every care taken but no responsibility. Terms and full particulars may be had on application to the owner. Good paddocks for mares at a reasonable rate per week. Every care taken but no responsibility. Terms and full particulars may be had on application to the owner. Good paddocks for mares at a reasonable rate per week. Every care taken but no responsibility.	[703, 810, 845, 1762]
advert-subhead: TOWN HALL, EAST STREET.	[444, 625, 539, 647]
advert-subhead: TIMARU AGRICULTURAL AND PASTORAL ASSOCIATION.	[568, 390, 693, 423]
pedigree-table	[703, 586, 845, 776]
article-paragraph: Dunedin, October 25. It is proposed to hold an Intercolonial Exhibition here in 1889. A large and influential Committee has been formed.	[3, 549, 141, 571]
article-paragraph: A BAZAAR in Aid of the Rakaia Presbyterian Manse Fund will be held in the Oddfellows' Hall, Rakaia, on WEDNESDAY and THURSDAY, the 26th and 27th inst. The Hall will be open from 2 to 10 p.m. each day.	[425, 104, 558, 142]
advert-subhead: THE ASHBURTON WOOLLEN MANUFACTURING COMPANY (LIMITED.)	[437, 403, 546, 447]
article-paragraph: TO STAND THIS SEASON, AT OWNER'S LIVERY STABLES, BURNETT STREET, THE THOROUGHBRED ENTIRE	[703, 269, 845, 291]
article-paragraph: LIBERAL CASH ADVANCES made on Large or Small Clips at Current Rates.	[565, 579, 696, 594]
centered-line: THE TENTH	[612, 300, 649, 308]
article-paragraph: £55.—Lot 28, Trevorton, near the Presbyterian Manse, containing about ¼ acre, with 3-roomed House thereon.	[987, 65, 1111, 87]
article-paragraph: DOUBLE-SEATED American Waggon.	[993, 317, 1099, 324]
article-paragraph: A thrilling story was told a few days ago by the secretary of St. Mary's Hospital, respecting the two firemen injured at Whiteley's fire. It seems Brown and Lerner were on the landing of the second floor when the explosion which blew out the wall took place. They brought down the roof, and forced the flames through the corridor with such a blinding rush that the men were driven down to the floor below.	[148, 33, 281, 100]
horse-illustration-icon	[703, 319, 845, 361]
article-paragraph: RECEIVED in large or small sums at the following Rates of Interest:—Six per cent if fixed for 6 months. Seven per cent if fixed for 12 months.	[425, 465, 558, 495]
advert-subhead: ASHBURTON AGRICULTURAL AND PASTORAL ASSOCIATION.	[567, 106, 694, 140]
pedigree-entry: Newminster	[731, 640, 758, 646]
column-header: THE LAW OF DISTRAINT	[288, 22, 418, 31]
article-paragraph: THEY ARE A DIRECT GAIN in economy of time and labor, because no boring of straining posts is required.	[852, 509, 980, 531]
article-paragraph: Acceptances and Minor entries must be in the hands of the Secretary.	[987, 760, 1111, 775]
column-filler-text: The Stewards reserve the right to postpone the meeting should the weather prove unfavourable, and their decision in all matters shall be final. The Stewards reserve the right to postpone the meeting should the weather prove unfavourable, and their decision in all matters shall be final. The Stewards reserve the right to postpone the meeting should the weather prove unfavourable, and their decision in all matters shall be final. The Stewards reserve the right to postpone the meeting should the weather prove unfavourable, and their decision in all matters shall be final. The Stewards reserve the right to postpone the meeting should the weather prove unfavourable, and their decision in all matters shall be final. The Stewards reserve the right to postpone the meeting should the weather prove unfavourable, and their decision in all matters shall be final. The Stewards reserve the right to postpone the meeting should the weather prove unfavourable, and their decision in all matters shall be final. The Stewards reserve the right to postpone the meeting should the weather prove unfavourable, and their decision in all matters shall be final. The Stewards reserve the right to postpone the meeting should the weather prove unfavourable, and their decision in all matters shall be final. The Stewards reserve the right to postpone the meeting should the weather prove unfavourable, and their decision in all matters shall be final. The Stewards reserve the right to postpone the meeting should the weather prove unfavourable, and their decision in all matters shall be final. The Stewards reserve the right to postpone the meeting should the weather prove unfavourable, and their decision in all matters shall be final. The Stewards reserve the right to postpone the meeting should the weather prove unfavourable, and their decision in all matters shall be final. The Stewards reserve the right to postpone the meeting should the weather prove unfavourable, and their decision in all matters shall be final. The Stewards reserve the right to postpone the meeting should the weather prove unfavourable, and their decision in all matters shall be final. The Stewards reserve the right to postpone the meeting should the weather prove unfavourable, and their decision in all matters shall be final. The Stewards reserve the right to postpone the meeting should the weather prove unfavourable, and their decision in all matters shall be final. The Stewards reserve the right to postpone the meeting should the weather prove unfavourable, and their decision in all matters shall be final. The Stewards reserve the right to postpone the meeting should the weather prove unfavourable, and their decision in all matters shall be final. The Stewards reserve the right to postpone the meeting should the weather prove unfavourable, and their decision in all matters shall be final. The Stewards reserve the right to postpone the meeting should the weather prove unfavourable, and their decision in all matters shall be final. The Stewards reserve the right to postpone the meeting should the weather prove unfavourable, and their decision in all matters shall be final. The Stewards reserve the right to postpone the meeting should the weather prove unfavourable, and their decision in all matters shall be final. The Stewards reserve the right to postpone the meeting should the weather prove unfavourable, and their decision in all matters shall be final. The Stewards reserve the right to postpone the meeting should the weather prove unfavourable, and their decision in all matters shall be final. The Stewards reserve the right to postpone the meeting should the weather prove unfavourable, and their decision in all matters shall be final. The Stewards reserve the right to postpone the meeting should the weather prove unfavourable, and their decision in all matters shall be final. The Stewards reserve the right to postpone the meeting should the weather prove unfavourable, and their decision in all matters shall be final. The Stewards reserve the right to postpone the meeting should the weather prove unfavourable, and their decision in all matters shall be final. The Stewards reserve the right to postpone the meeting should the weather prove unfavourable, and their decision in all matters shall be final. The Stewards reserve the right to postpone the meeting should the weather prove unfavourable, and their decision in all matters shall be final. The Stewards reserve the right to postpone the meeting should the weather prove unfavourable, and their decision in all matters shall be final. The Stewards reserve the right to postpone the meeting should the weather prove unfavourable, and their decision in all matters shall be final. The Stewards reserve the right to postpone the meeting should the weather prove unfavourable, and their decision in all matters shall be final. The Stewards reserve the right to postpone the meeting should the weather prove unfavourable, and their decision in all matters shall be final. The Stewards reserve the right to postpone the meeting should the weather prove unfavourable, and their decision in all matters shall be final. The Stewards reserve the right to postpone the meeting should the weather prove unfavourable, and their decision in all matters shall be final. The Stewards reserve the right to postpone the meeting should the weather prove unfavourable, and their decision in all matters shall be final. The Stewards reserve the right to postpone the meeting should the weather prove unfavourable, and their decision in all matters shall be final. The Stewards reserve the right to postpone the meeting should the weather prove unfavourable, and their decision in all matters shall be final.	[987, 785, 1111, 1790]
article-paragraph: MESSRS MILES AND CO. beg to inform their friends and clients that they propose holding	[565, 612, 696, 627]
signature-line: GEORGE JAMESON, Agent.	[618, 642, 696, 650]
pedigree-entry: Touchstone	[772, 596, 798, 602]
advert-headline: Wee Jouky Daidles.—Show Night.	[569, 359, 692, 388]
column-header: Public Notices.	[565, 22, 696, 31]
article-paragraph: HAYES AND CO. beg to inform their numerous Customers in Town and Country that they have sold the GROCERY, &c., Department of their Business.	[425, 308, 558, 338]
signature-line: CYRIL JEPHSON, Secretary.	[1033, 777, 1111, 785]
column-filler-text: Sole Agents for the County of Ashburton. Full particulars and prices on application at the store. Country orders receive prompt attention. Sole Agents for the County of Ashburton. Full particulars and prices on application at the store. Country orders receive prompt attention. Sole Agents for the County of Ashburton. Full particulars and prices on application at the store. Country orders receive prompt attention. Sole Agents for the County of Ashburton. Full particulars and prices on application at the store. Country orders receive prompt attention. Sole Agents for the County of Ashburton. Full particulars and prices on application at the store. Country orders receive prompt attention. Sole Agents for the County of Ashburton. Full particulars and prices on application at the store. Country orders receive prompt attention. Sole Agents for the County of Ashburton. Full particulars and prices on application at the store. Country orders receive prompt attention. Sole Agents for the County of Ashburton. Full particulars and prices on application at the store. Country orders receive prompt attention. Sole Agents for the County of Ashburton. Full particulars and prices on application at the store. Country orders receive prompt attention. Sole Agents for the County of Ashburton. Full particulars and prices on application at the store. Country orders receive prompt attention. Sole Agents for the County of Ashburton. Full particulars and prices on application at the store. Country orders receive prompt attention. Sole Agents for the County of Ashburton. Full particulars and prices on application at the store. Country orders receive prompt attention. Sole Agents for the County of Ashburton. Full particulars and prices on application at the store. Country orders receive prompt attention. Sole Agents for the County of Ashburton. Full particulars and prices on application at the store. Country orders receive prompt attention. Sole Agents for the County of Ashburton. Full particulars and prices on application at the store. Country orders receive prompt attention. Sole Agents for the County of Ashburton. Full particulars and prices on application at the store. Country orders receive prompt attention. Sole Agents for the County of Ashburton. Full particulars and prices on application at the store. Country orders receive prompt attention. Sole Agents for the County of Ashburton. Full particulars and prices on application at the store. Country orders receive prompt attention. Sole Agents for the County of Ashburton. Full particulars and prices on application at the store. Country orders receive prompt attention. Sole Agents for the County of Ashburton. Full particulars and prices on application at the store. Country orders receive prompt attention. Sole Agents for the County of Ashburton. Full particulars and prices on application at the store. Country orders receive prompt attention. Sole Agents for the County of Ashburton. Full particulars and prices on application at the store. Country orders receive prompt attention. Sole Agents for the County of Ashburton. Full particulars and prices on application at the store. Country orders receive prompt attention. Sole Agents for the County of Ashburton. Full particulars and prices on application at the store. Country orders receive prompt attention. Sole Agents for the County of Ashburton. Full particulars and prices on application at the store. Country orders receive prompt attention. Sole Agents for the County of Ashburton. Full particulars and prices on application at the store. Country orders receive prompt attention. Sole Agents for the County of Ashburton. Full particulars and prices on application at the store. Country orders receive prompt attention. Sole Agents for the County of Ashburton. Full particulars and prices on application at the store. Country orders receive prompt attention. Sole Agents for the County of Ashburton. Full particulars and prices on application at the store. Country orders receive prompt attention. Sole Agents for the County of Ashburton. Full particulars and prices on application at the store. Country orders receive prompt attention. Sole Agents for the County of Ashburton. Full particulars and prices on application at the store. Country orders receive prompt attention. Sole Agents for the County of Ashburton. Full particulars and prices on application at the store. Country orders receive prompt attention. Sole Agents for the County of Ashburton. Full particulars and prices on application at the store. Country orders receive prompt attention. Sole Agents for the County of Ashburton. Full particulars and prices on application at the store. Country orders receive prompt attention. Sole Agents for the County of Ashburton. Full particulars and prices on application at the store. Country orders receive prompt attention. Sole Agents for the County of Ashburton. Full particulars and prices on application at the store. Country orders receive prompt attention. Sole Agents for the County of Ashburton. Full particulars and prices on application at the store. Country orders receive prompt attention. Sole Agents for the County of Ashburton. Full particulars and prices on application at the store. Country orders receive prompt attention. Sole Agents for the County of Ashburton. Full particulars and prices on application at the store. Country orders receive prompt attention. Sole Agents for the County of Ashburton. Full particulars and prices on application at the store. Country orders receive prompt attention.	[852, 549, 980, 1449]
advert-headline: Wool. Wool.	[596, 595, 665, 611]
pedigree-entry: Stockwell	[807, 596, 829, 602]
article-paragraph: Port Chalmers, October 25. Arrived—Norman McLeod, Captain Lowel, 107 days from Sharpness, Gloucester. She brings 1000 tons salt. She experienced very heavy weather across the Southern Ocean, and was two or three days on a lee shore. A heavy sea broke over the stern, and carried away the cabin skylight, wheelhouse, binnacle and compass, smashing the gig, and did other damage about the poop.	[3, 467, 141, 535]
article-paragraph: TRAIN ARRANGEMENTS FOR RACES OCTOBER 25TH AND 27TH, AND AGRICULTURAL SHOW 25TH AND 26TH, AT TIMARU.	[565, 199, 696, 229]
article-paragraph: Timaru, October 25. Leitch's 'Under Lights' Company opened here last night to a tremendous house. The scenery and effects were uncommonly well fitted, and the principals were again and again called before the curtain. They play here all the week, and open in Christchurch on Monday.	[3, 408, 141, 453]
advert-headline: Perkin Warbeck II	[721, 559, 827, 575]
article-paragraph: ON the 26th October the Train which is timed to leave Timaru for Oamaru at 4.50 p.m. will leave at 5.30 p.m.	[565, 231, 696, 254]
signature-line: ROBERT ALCORN.	[365, 438, 418, 445]
centered-line: [Per Press Association.]	[40, 57, 104, 64]
article-paragraph: Rawle's Crossing on North Branch of Ashburton River is unsafe for traffic.	[288, 177, 418, 192]
column-8	[984, 22, 1114, 1790]
advert-headline: C. HAWKINS	[452, 505, 531, 521]
centered-line: ("Daily Telegraph.")	[187, 147, 242, 154]
advert-headline: TINWALD RACING CLUB.	[989, 470, 1109, 499]
article-paragraph: 3. Tinwald Cup Handicap, of 30 sovs. Second horse to receive £5 from the stake.	[987, 572, 1111, 587]
advert-headline: B.B.A. N.Z.	[883, 127, 949, 142]
section-subhead: NOTICE.	[425, 179, 558, 190]
article-paragraph: 6. Flying Handicap, of 10 sovs.	[993, 616, 1076, 623]
pedigree-entry: Blink Bonny	[807, 684, 836, 690]
section-headline: FINANCIAL STATEMENT.	[31, 25, 113, 55]
article-paragraph: IT strains a wire anywhere, either at post or midway; makes the best knot, and one which seldom breaks old wires; does not slip when strained.	[852, 368, 980, 398]
article-paragraph: OF STOCK, &c., WILL BE HELD ON THE ASSOCIATION'S GROUNDS, WAI-ITI ROAD, ON TUESDAY, 25TH, AND WEDNESDAY, 26TH OCTOBER, 1887.	[565, 455, 696, 485]
article-headline: Theatrical.	[50, 397, 94, 408]
article-paragraph: TO LET, at a low rental, a 3-Roomed Cottage, near McKenzie, Macintosh.	[987, 209, 1111, 224]
article-headline: IRISH AFFAIRS.	[38, 82, 106, 93]
column-header: The Stud	[703, 22, 845, 31]
centered-line: PEDIGREE.	[757, 576, 791, 584]
article-paragraph: Pigs.—For pigs there is an eager demand, all lots selling very readily at full prices. Slips, 5s 6d, to 6s; 10s 12s; sows 12s, 15s to 21s; stores medium sizes, 8s, 10s, 12s.	[3, 233, 141, 263]
article-paragraph: OF STOCK, IMPLEMENTS, &c. WILL be held at the County Saleyards, Ashburton, on FRIDAY, OCTOBER 28TH.	[565, 326, 696, 348]
article-paragraph: JUST Received, ex "Ionic," a new lot of the following,—	[852, 111, 980, 126]
column-filler-text: It has been remarked by close observers that the fashion of the present season tends towards simplicity, and that the elaborate entertainments of former years are giving place to more quiet and sensible gatherings. It has been remarked by close observers that the fashion of the present season tends towards simplicity, and that the elaborate entertainments of former years are giving place to more quiet and sensible gatherings. It has been remarked by close observers that the fashion of the present season tends towards simplicity, and that the elaborate entertainments of former years are giving place to more quiet and sensible gatherings. It has been remarked by close observers that the fashion of the present season tends towards simplicity, and that the elaborate entertainments of former years are giving place to more quiet and sensible gatherings. It has been remarked by close observers that the fashion of the present season tends towards simplicity, and that the elaborate entertainments of former years are giving place to more quiet and sensible gatherings. It has been remarked by close observers that the fashion of the present season tends towards simplicity, and that the elaborate entertainments of former years are giving place to more quiet and sensible gatherings. It has been remarked by close observers that the fashion of the present season tends towards simplicity, and that the elaborate entertainments of former years are giving place to more quiet and sensible gatherings. It has been remarked by close observers that the fashion of the present season tends towards simplicity, and that the elaborate entertainments of former years are giving place to more quiet and sensible gatherings. It has been remarked by close observers that the fashion of the present season tends towards simplicity, and that the elaborate entertainments of former years are giving place to more quiet and sensible gatherings. It has been remarked by close observers that the fashion of the present season tends towards simplicity, and that the elaborate entertainments of former years are giving place to more quiet and sensible gatherings. It has been remarked by close observers that the fashion of the present season tends towards simplicity, and that the elaborate entertainments of former years are giving place to more quiet and sensible gatherings. It has been remarked by close observers that the fashion of the present season tends towards simplicity, and that the elaborate entertainments of former years are giving place to more quiet and sensible gatherings. It has been remarked by close observers that the fashion of the present season tends towards simplicity, and that the elaborate entertainments of former years are giving place to more quiet and sensible gatherings. It has been remarked by close observers that the fashion of the present season tends towards simplicity, and that the elaborate entertainments of former years are giving place to more quiet and sensible gatherings. It has been remarked by close observers that the fashion of the present season tends towards simplicity, and that the elaborate entertainments of former years are giving place to more quiet and sensible gatherings. It has been remarked by close observers that the fashion of the present season tends towards simplicity, and that the elaborate entertainments of former years are giving place to more quiet and sensible gatherings. It has been remarked by close observers that the fashion of the present season tends towards simplicity, and that the elaborate entertainments of former years are giving place to more quiet and sensible gatherings. It has been remarked by close observers that the fashion of the present season tends towards simplicity, and that the elaborate entertainments of former years are giving place to more quiet and sensible gatherings. It has been remarked by close observers that the fashion of the present season tends towards simplicity, and that the elaborate entertainments of former years are giving place to more quiet and sensible gatherings. It has been remarked by close observers that the fashion of the present season tends towards simplicity, and that the elaborate entertainments of former years are giving place to more quiet and sensible gatherings. It has been remarked by close observers that the fashion of the present season tends towards simplicity, and that the elaborate entertainments of former years are giving place to more quiet and sensible gatherings. It has been remarked by close observers that the fashion of the present season tends towards simplicity, and that the elaborate entertainments of former years are giving place to more quiet and sensible gatherings. It has been remarked by close observers that the fashion of the present season tends towards simplicity, and that the elaborate entertainments of former years are giving place to more quiet and sensible gatherings. It has been remarked by close observers that the fashion of the present season tends towards simplicity, and that the elaborate entertainments of former years are giving place to more quiet and sensible gatherings. It has been remarked by close observers that the fashion of the present season tends towards simplicity, and that the elaborate entertainments of former years are giving place to more quiet and sensible gatherings. It has been remarked by close observers that the fashion of the present season tends towards simplicity, and that the elaborate entertainments of former years are giving place to more quiet and sensible gatherings. It has been remarked by close observers that the fashion of the present season tends towards simplicity, and that the elaborate entertainments of former years are giving place to more quiet and sensible gatherings. It has been remarked by close observers that the fashion of the present season tends towards simplicity, and that the elaborate entertainments of former years are giving place to more quiet and sensible gatherings. It has been remarked by close observers that the fashion of the present season tends towards simplicity, and that the elaborate entertainments of former years are giving place to more quiet and sensible gatherings. It has been remarked by close observers that the fashion of the present season tends towards simplicity, and that the elaborate entertainments of former years are giving place to more quiet and sensible gatherings. It has been remarked by close observers that the fashion of the present season tends towards simplicity, and that the elaborate entertainments of former years are giving place to more quiet and sensible gatherings. It has been remarked by close observers that the fashion of the present season tends towards simplicity, and that the elaborate entertainments of former years are giving place to more quiet and sensible gatherings. It has been remarked by close observers that the fashion of the present season tends towards simplicity, and that the elaborate entertainments of former years are giving place to more quiet and sensible gatherings. It has been remarked by close observers that the fashion of the present season tends towards simplicity, and that the elaborate entertainments of former years are giving place to more quiet and sensible gatherings. It has been remarked by close observers that the fashion of the present season tends towards simplicity, and that the elaborate entertainments of former years are giving place to more quiet and sensible gatherings. It has been remarked by close observers that the fashion of the present season tends towards simplicity, and that the elaborate entertainments of former years are giving place to more quiet and sensible gatherings. It has been remarked by close observers that the fashion of the present season tends towards simplicity, and that the elaborate entertainments of former years are giving place to more quiet and sensible gatherings. It has been remarked by close observers that the fashion of the present season tends towards simplicity, and that the elaborate entertainments of former years are giving place to more quiet and sensible gatherings. It has been remarked by close observers that the fashion of the present season tends towards simplicity, and that the elaborate entertainments of former years are giving place to more quiet and sensible gatherings. It has been remarked by close observers that the fashion of the present season tends towards simplicity, and that the elaborate entertainments of former years are giving place to more quiet and sensible gatherings.	[148, 253, 281, 1603]
signature-line: C. KEA and W. HEALY, Proprietors.	[748, 396, 845, 403]
article-paragraph: FOR SALE.—Fire Lease of the Obstetrics Hotel, with over five years to run. Apply to the proprietor, H. CHILDS.	[425, 33, 558, 55]
article-paragraph: THE undersigned begs to call the attention of farmers, settlers and others to his extensive stock of FRUIT AND FOREST TREES.	[425, 672, 558, 695]
article-paragraph: Will stand this season at Lyndhurst, Dunsandel, and at owner's Stable, Ashburton.	[703, 102, 845, 117]
signature-line: J. PROCTOR, Bazaar Livery Stables.	[746, 309, 845, 317]
advert-headline: LOOK HERE!	[449, 567, 534, 582]
article-headline: AUSTRALIAN NEWS.	[26, 574, 118, 585]
article-paragraph: FOR SALE.—Central Site, being part of TS 177, containing One-eighth of an Acre.	[987, 326, 1111, 341]
pedigree-entry: Pocahontas	[731, 684, 757, 690]
advert-subhead: £1 REWARD.	[323, 267, 383, 278]
article-paragraph: 1. Maiden Hurdle Race, of 15 sovs; over 6 flights of hurdles, about 1½ mile.	[987, 546, 1111, 561]
centered-line: PUBLIC NOTICE	[328, 169, 378, 177]
masthead-rule	[0, 19, 1114, 20]
advert-subhead: UPPER ASHBURTON ROAD BOARD.	[303, 145, 403, 168]
section-headline: TO-DAY'S TELEGRAMS.	[28, 364, 116, 395]
article-paragraph: FOR SALE—Purple and Green Top Aberdeen, Mammoth, Greystone, and other varieties.	[565, 540, 696, 555]
column-header: T. Bullock.	[987, 22, 1111, 31]
section-subhead: Auctions.	[288, 507, 418, 518]
horse-illustration-icon	[703, 500, 845, 542]
section-subhead: Fine Shieballion to Craig-Venean.	[288, 330, 418, 341]
column-7	[849, 22, 984, 1447]
signature-line: C. JEPHSON, Surveyor.	[354, 194, 418, 201]
horse-illustration-icon	[703, 406, 845, 448]
article-paragraph: WE have received ANOTHER BIG LOT of TRAVELLERS' SAMPLES, Which we can Sell at English PRICE.	[852, 278, 980, 300]
